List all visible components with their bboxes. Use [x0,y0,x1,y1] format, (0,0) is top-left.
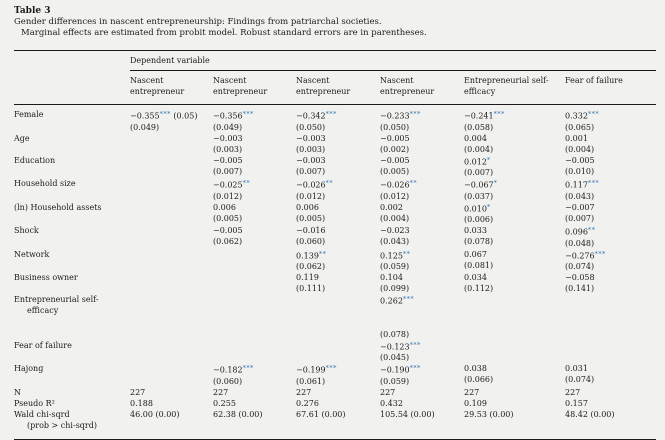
cell-line: −0.276*** [565,249,606,260]
column-header: Entrepreneurial self-efficacy [464,76,549,96]
row-label-line: efficacy [27,306,59,315]
regression-table [14,50,656,440]
table-cell [213,133,296,155]
significance-asterisks: * [493,179,498,187]
cell-line: −0.005 [380,155,410,165]
stub-head-cell [14,56,130,71]
cell-line: −0.355*** (0.05) [130,110,198,121]
table-cell [565,249,656,273]
cell-line: (0.043) [380,237,410,246]
row-label [14,133,130,155]
row-label-line: Hajong [14,364,44,373]
row-label [14,178,130,202]
significance-asterisks: *** [325,110,337,118]
cell-line: (0.049) [130,122,160,132]
cell-line: −0.190*** [380,364,421,375]
table-cell [565,178,656,202]
cell-line: 227 [464,387,480,397]
cell-line: −0.067* [464,179,498,190]
cell-line: 0.006 [296,202,319,212]
cell-line: −0.241*** [464,110,505,121]
table-cell [213,202,296,226]
table-cell [130,363,213,387]
significance-asterisks: *** [409,364,421,372]
table-cell [296,155,380,179]
cell-line: 105.54 (0.00) [380,409,435,419]
cell-line: (0.060) [296,237,326,246]
row-label-line: (prob > chi-sqrd) [27,420,97,430]
table-caption: Gender differences in nascent entrepreneurship: Findings from patriarchal societies. [14,17,382,27]
row-label-line: Entrepreneurial self- [14,295,99,304]
significance-asterisks: *** [402,295,415,303]
table-cell [565,109,656,133]
cell-line: (0.050) [380,122,410,132]
table-cell [565,272,656,294]
table-row [14,249,656,273]
cell-line: 0.432 [380,398,403,408]
cell-line: (0.061) [296,376,326,386]
cell-line: −0.005 [213,155,243,165]
row-label-line: Female [14,110,44,119]
cell-line: (0.065) [565,122,595,132]
row-label [14,225,130,249]
table-cell [565,409,656,431]
row-label [14,409,130,431]
table-cell [380,294,464,340]
cell-line: 0.067 [464,249,487,259]
table-cell [130,225,213,249]
cell-line: 0.004 [464,133,487,143]
table-cell [380,225,464,249]
row-label-line: N [14,387,21,397]
cell-line: −0.003 [213,133,243,143]
table-cell [380,178,464,202]
table-cell [213,340,296,364]
table-cell [130,109,213,133]
row-label [14,398,130,409]
table-cell [565,294,656,340]
table-cell [380,133,464,155]
significance-asterisks: *** [594,249,606,258]
column-header: Fear of failure [565,76,623,85]
cell-line: 0.033 [464,226,487,235]
cell-line: (0.005) [380,166,410,176]
column-header: Nascent entrepreneur [213,76,268,96]
table-row [14,294,656,340]
cell-line: (0.012) [380,191,410,201]
table-number: Table 3 [14,6,51,16]
cell-line: 0.188 [130,398,153,408]
table-cell [380,340,464,364]
table-cell [213,294,296,340]
cell-line [380,318,464,329]
table-cell [464,294,565,340]
table-cell [464,272,565,294]
cell-line: −0.016 [296,226,326,235]
cell-line: 0.262*** [380,295,415,306]
cell-line: 0.117*** [565,179,600,190]
table-cell [213,225,296,249]
cell-line: (0.007) [296,166,326,176]
cell-line: −0.342*** [296,110,337,121]
cell-line: −0.026** [380,179,418,190]
table-row [14,387,656,398]
table-cell [213,109,296,133]
table-cell [296,202,380,226]
table-row [14,109,656,133]
significance-asterisks: ** [409,179,418,187]
cell-line: 0.104 [380,273,403,282]
table-cell [213,249,296,273]
cell-line: 0.034 [464,273,487,282]
row-label-line: Household size [14,179,76,188]
table-cell [464,387,565,398]
table-cell [296,340,380,364]
row-label [14,202,130,226]
table-cell [130,398,213,409]
cell-line: 62.38 (0.00) [213,409,263,419]
cell-line: (0.058) [464,122,494,132]
table-cell [296,398,380,409]
cell-line: −0.058 [565,273,595,282]
cell-line: 0.125** [380,249,411,260]
table-cell [565,398,656,409]
table-cell [380,155,464,179]
row-label [14,272,130,294]
cell-line: 67.61 (0.00) [296,409,346,419]
table-row [14,133,656,155]
cell-line: −0.233*** [380,110,421,121]
table-cell [213,178,296,202]
table-cell [130,340,213,364]
row-label-line: Business owner [14,273,78,282]
table-cell [130,387,213,398]
cell-line: 0.038 [464,364,487,373]
cell-line: (0.010) [565,166,595,176]
row-label-line: Pseudo R² [14,398,55,408]
significance-asterisks: *** [587,179,600,187]
cell-line: (0.003) [213,144,243,154]
cell-line: 0.010* [464,202,491,213]
cell-line: 0.139** [296,249,327,260]
table-cell [380,387,464,398]
cell-line: (0.012) [296,191,326,201]
cell-line: (0.045) [380,353,410,362]
cell-line: 0.157 [565,398,588,408]
significance-asterisks: *** [587,110,600,118]
cell-line: 0.096** [565,226,596,237]
row-label-line: Age [14,133,30,143]
table-cell [380,409,464,431]
cell-line: (0.005) [296,213,326,223]
table-cell [130,202,213,226]
table-cell [213,409,296,431]
cell-line: (0.006) [464,215,494,224]
cell-line: (0.004) [565,144,595,154]
row-label [14,109,130,133]
cell-line: (0.004) [380,213,410,223]
cell-line: 227 [565,387,581,397]
table-cell [464,363,565,387]
table-row [14,409,656,431]
cell-line: −0.356*** [213,110,254,121]
significance-asterisks: ** [325,179,334,187]
row-label-line: (ln) Household assets [14,202,102,212]
cell-line: −0.003 [296,133,326,143]
table-row [14,272,656,294]
cell-line [380,307,464,318]
cell-line: (0.111) [296,284,326,293]
cell-line: (0.007) [565,213,595,223]
table-cell [296,387,380,398]
table-cell [130,178,213,202]
cell-line: 0.255 [213,398,236,408]
cell-line: (0.007) [464,168,494,177]
significance-asterisks: *** [242,364,254,372]
cell-line: (0.099) [380,284,410,293]
table-cell [464,249,565,273]
cell-line: (0.141) [565,284,595,293]
significance-asterisks: ** [242,179,251,187]
table-cell [464,178,565,202]
column-header-row [14,71,656,105]
significance-asterisks: *** [409,340,421,349]
table-row [14,340,656,364]
table-note: Marginal effects are estimated from probit model. Robust standard errors are in parentheses. [21,28,427,38]
table-row [14,202,656,226]
cell-line: −0.005 [213,226,243,235]
cell-line: −0.123*** [380,340,421,351]
table-cell [296,225,380,249]
table-cell [380,272,464,294]
row-label [14,155,130,179]
table-cell [296,109,380,133]
table-cell [380,109,464,133]
significance-asterisks: *** [409,110,421,118]
significance-asterisks: *** [159,110,171,118]
table-cell [464,133,565,155]
row-label-line: Shock [14,226,39,235]
table-row [14,155,656,179]
cell-line: −0.005 [380,133,410,143]
row-label [14,249,130,273]
cell-line: (0.078) [464,237,494,246]
table-cell [213,387,296,398]
cell-line: 227 [213,387,229,397]
table-cell [464,340,565,364]
row-label [14,340,130,364]
column-header: Nascent entrepreneur [296,76,351,96]
table-row [14,225,656,249]
table-row [14,178,656,202]
table-cell [130,249,213,273]
cell-line: (0.059) [380,376,410,386]
cell-line: −0.026** [296,179,334,190]
row-label-line: Education [14,155,56,165]
significance-asterisks: ** [402,249,411,258]
table-cell [213,363,296,387]
cell-line: (0.050) [296,122,326,132]
cell-line: 0.001 [565,133,588,143]
table-cell [464,409,565,431]
cell-line: (0.060) [213,376,243,386]
table-cell [464,109,565,133]
cell-line: (0.078) [380,329,410,339]
cell-line: 29.53 (0.00) [464,409,514,419]
cell-line: (0.049) [213,122,243,132]
cell-line: 0.002 [380,202,403,212]
table-cell [296,178,380,202]
table-title-block [14,6,655,39]
cell-line: (0.074) [565,375,595,384]
table-cell [130,294,213,340]
table-row [14,398,656,409]
significance-asterisks: *** [242,110,254,118]
table-cell [464,398,565,409]
table-cell [213,398,296,409]
significance-asterisks: ** [318,249,327,258]
table-cell [130,409,213,431]
cell-line: (0.005) [213,213,243,223]
significance-asterisks: ** [587,226,596,234]
cell-line: (0.043) [565,191,595,201]
cell-line: (0.007) [213,166,243,176]
table-cell [464,202,565,226]
stub-head-cell [14,76,130,97]
significance-asterisks: *** [493,110,505,118]
cell-line: (0.002) [380,144,410,154]
cell-line: 0.109 [464,398,487,408]
table-cell [565,387,656,398]
cell-line: (0.066) [464,375,494,384]
table-cell [464,155,565,179]
cell-line: 48.42 (0.00) [565,409,615,419]
cell-line: (0.062) [213,237,243,246]
cell-line: (0.074) [565,262,595,271]
table-cell [296,363,380,387]
table-cell [380,398,464,409]
table-body [14,105,656,439]
cell-line: −0.003 [296,155,326,165]
cell-line: −0.007 [565,202,595,212]
table-cell [565,155,656,179]
table-cell [380,249,464,273]
table-cell [565,340,656,364]
cell-line: 0.119 [296,273,319,282]
significance-asterisks: * [486,202,491,211]
table-cell [464,225,565,249]
significance-asterisks: *** [325,364,337,372]
cell-line: 0.031 [565,364,588,373]
cell-line: (0.112) [464,284,494,293]
table-cell [130,133,213,155]
cell-line: (0.048) [565,238,595,248]
table-cell [380,363,464,387]
row-label-line: Network [14,249,50,259]
dependent-variable-header-row [14,51,656,71]
cell-line: (0.037) [464,191,494,201]
column-header: Nascent entrepreneur [380,76,435,96]
table-cell [565,202,656,226]
dependent-variable-label: Dependent variable [130,56,656,71]
cell-line: −0.005 [565,155,595,165]
cell-line: 227 [380,387,396,397]
table-cell [380,202,464,226]
table-cell [565,363,656,387]
table-cell [565,225,656,249]
table-cell [213,155,296,179]
table-cell [130,272,213,294]
table-cell [296,272,380,294]
significance-asterisks: * [486,155,491,164]
row-label [14,294,130,340]
cell-line: (0.062) [296,262,326,271]
cell-line: −0.025** [213,179,251,190]
table-cell [296,133,380,155]
cell-line: (0.003) [296,144,326,154]
cell-line: (0.004) [464,144,494,154]
cell-line: 227 [296,387,312,397]
cell-line: 46.00 (0.00) [130,409,180,419]
cell-line: −0.182*** [213,364,254,375]
row-label-line: Fear of failure [14,340,72,350]
cell-line: 0.276 [296,398,319,408]
cell-line: 227 [130,387,146,397]
table-cell [296,249,380,273]
table-cell [130,155,213,179]
cell-line: (0.081) [464,260,494,270]
cell-line: −0.199*** [296,364,337,375]
cell-line: 0.006 [213,202,236,212]
cell-line: 0.012* [464,155,491,166]
table-cell [565,133,656,155]
table-cell [296,294,380,340]
row-label-line: Wald chi-sqrd [14,409,70,419]
table-cell [213,272,296,294]
row-label [14,363,130,387]
row-label [14,387,130,398]
table-cell [296,409,380,431]
cell-line: 0.332*** [565,110,600,121]
cell-line: −0.023 [380,226,410,235]
column-header: Nascent entrepreneur [130,76,185,96]
table-row [14,363,656,387]
cell-line: (0.059) [380,262,410,271]
cell-line: (0.012) [213,191,243,201]
